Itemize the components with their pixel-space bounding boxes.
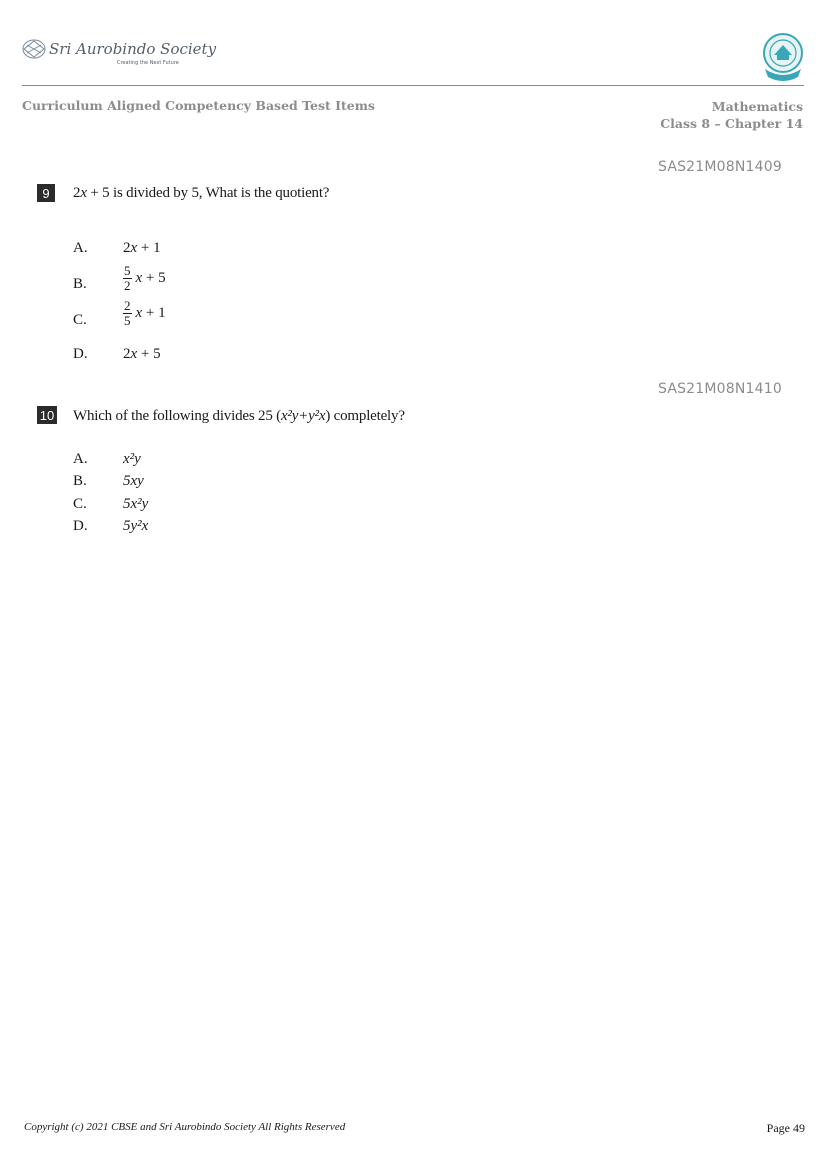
option-letter: D.	[73, 518, 88, 534]
option-text	[123, 264, 166, 293]
option-constant: + 5	[137, 346, 161, 362]
option-constant: + 1	[142, 304, 166, 321]
option-text	[123, 240, 161, 257]
subject-label: Mathematics	[711, 99, 803, 114]
option-text	[123, 299, 166, 328]
option-text	[123, 473, 144, 490]
society-logo-icon	[22, 36, 217, 68]
question-number-badge: 9	[37, 184, 55, 202]
option-expression: x²y	[123, 451, 141, 467]
question-code: SAS21M08N1409	[657, 159, 782, 175]
option-letter: C.	[73, 496, 87, 512]
question-text-post: + 5 is divided by 5, What is the quotient?	[86, 185, 330, 201]
cbse-seal-logo	[760, 33, 806, 83]
option-letter: A.	[73, 240, 88, 256]
option-letter: A.	[73, 451, 88, 467]
question-number-badge: 10	[37, 406, 57, 424]
question-variable: x	[80, 185, 87, 201]
fraction-numerator: 5	[124, 263, 131, 278]
logo-tagline: Creating the Next Future	[117, 60, 179, 66]
logo-name: Sri Aurobindo Society	[49, 40, 217, 58]
sri-aurobindo-society-logo	[22, 36, 217, 68]
question-text	[73, 185, 329, 202]
question-text-pre: 2	[73, 185, 81, 201]
document-title: Curriculum Aligned Competency Based Test Items	[22, 98, 375, 113]
option-expression: 5x²y	[123, 496, 149, 512]
option-variable: x	[130, 240, 138, 256]
option-coefficient: 2	[123, 346, 131, 362]
option-fraction	[123, 264, 132, 293]
cbse-seal-icon	[760, 33, 806, 83]
option-fraction	[123, 299, 132, 328]
fraction-numerator: 2	[124, 298, 131, 313]
option-constant: + 5	[142, 269, 166, 286]
question-text-post: ) completely?	[325, 408, 405, 424]
option-variable: x	[135, 269, 143, 286]
option-variable: x	[130, 346, 138, 362]
class-chapter-label: Class 8 – Chapter 14	[660, 116, 803, 131]
option-expression: 5y²x	[123, 518, 149, 534]
option-letter: B.	[73, 473, 87, 489]
header-divider	[22, 85, 804, 86]
option-coefficient: 2	[123, 240, 131, 256]
option-letter: C.	[73, 312, 87, 328]
option-text	[123, 496, 148, 513]
fraction-denominator: 5	[124, 313, 131, 328]
subject-info	[660, 98, 803, 132]
fraction-denominator: 2	[124, 278, 131, 293]
question-code: SAS21M08N1410	[657, 381, 782, 397]
option-text	[123, 451, 141, 468]
option-letter: B.	[73, 276, 87, 292]
option-expression: 5xy	[123, 473, 144, 489]
option-constant: + 1	[137, 240, 161, 256]
option-variable: x	[135, 304, 143, 321]
option-letter: D.	[73, 346, 88, 362]
copyright-notice: Copyright (c) 2021 CBSE and Sri Aurobindo Society All Rights Reserved	[24, 1121, 346, 1133]
question-expression: x²y+y²x	[280, 408, 326, 424]
question-text-pre: Which of the following divides 25 (	[73, 408, 281, 424]
page-number: Page 49	[766, 1121, 805, 1135]
option-text	[123, 346, 161, 363]
question-text	[73, 408, 405, 425]
option-text	[123, 518, 148, 535]
